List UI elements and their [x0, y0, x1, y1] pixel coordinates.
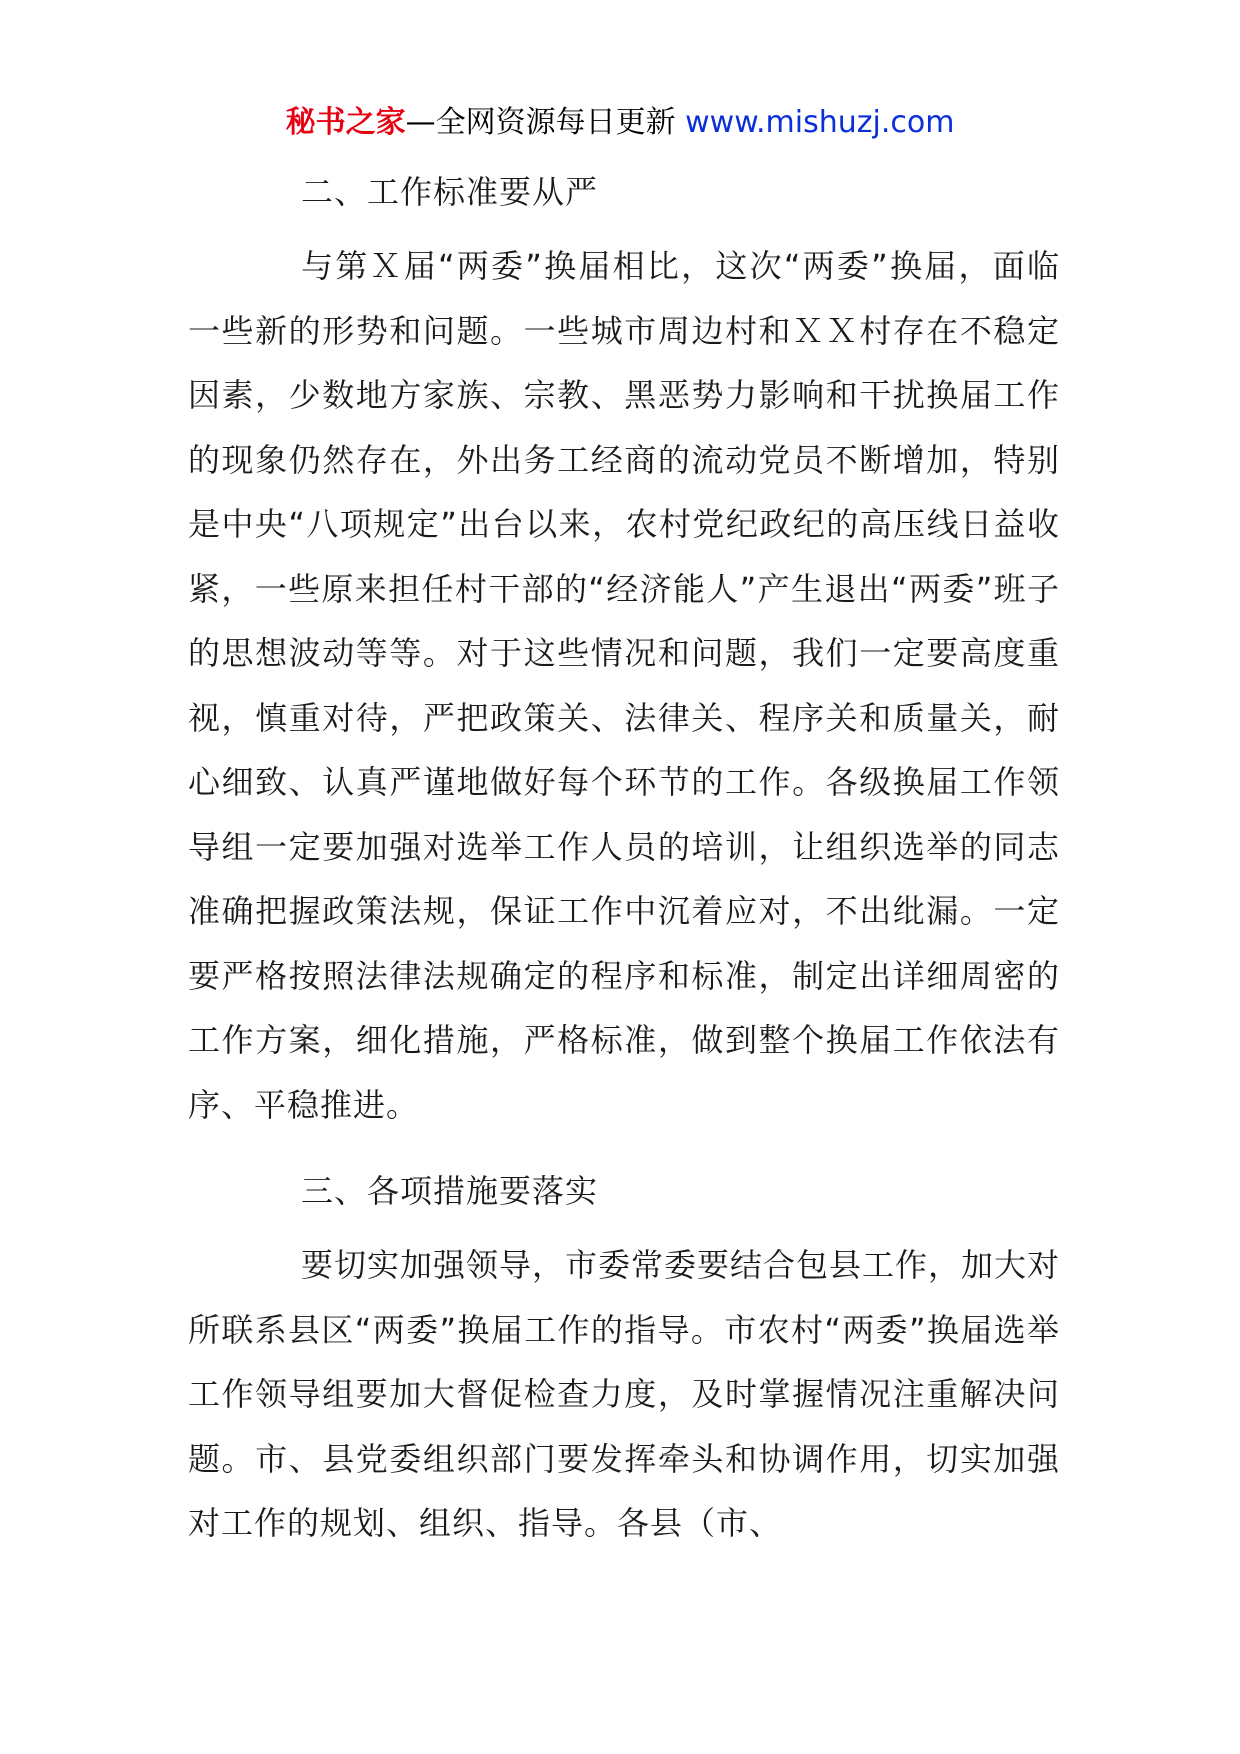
document-body — [188, 160, 1060, 1556]
section-heading-standards: 二、工作标准要从严 — [301, 173, 599, 211]
section-heading-measures: 三、各项措施要落实 — [301, 1172, 599, 1210]
site-header — [0, 101, 1240, 145]
header-slogan: —全网资源每日更新 — [405, 105, 676, 140]
section-paragraph-standards: 与第Ｘ届“两委”换届相比，这次“两委”换届，面临一些新的形势和问题。一些城市周边村和ＸＸ村存在不稳定因素，少数地方家族、宗教、黑恶势力影响和干扰换届工作的现象仍然存在，外出务工经商的流动党员不断增加，特别是中央“八项规定”出台以来，农村党纪政纪的高压线日益收紧，一些原来担任村干部的“经济能人”产生退出“两委”班子的思想波动等等。对于这些情况和问题，我们一定要高度重视，慎重对待，严把政策关、法律关、程序关和质量关，耐心细致、认真严谨地做好每个环节的工作。各级换届工作领导组一定要加强对选举工作人员的培训，让组织选举的同志准确把握政策法规，保证工作中沉着应对，不出纰漏。一定要严格按照法律法规确定的程序和标准，制定出详细周密的工作方案，细化措施，严格标准，做到整个换届工作依法有序、平稳推进。 — [188, 247, 1060, 1124]
website-link[interactable]: www.mishuzj.com — [685, 105, 955, 140]
brand-name: 秘书之家 — [285, 105, 406, 140]
section-paragraph-measures: 要切实加强领导，市委常委要结合包县工作，加大对所联系县区“两委”换届工作的指导。市农村“两委”换届选举工作领导组要加大督促检查力度，及时掌握情况注重解决问题。市、县党委组织部门要发挥牵头和协调作用，切实加强对工作的规划、组织、指导。各县（市、 — [188, 1246, 1061, 1542]
